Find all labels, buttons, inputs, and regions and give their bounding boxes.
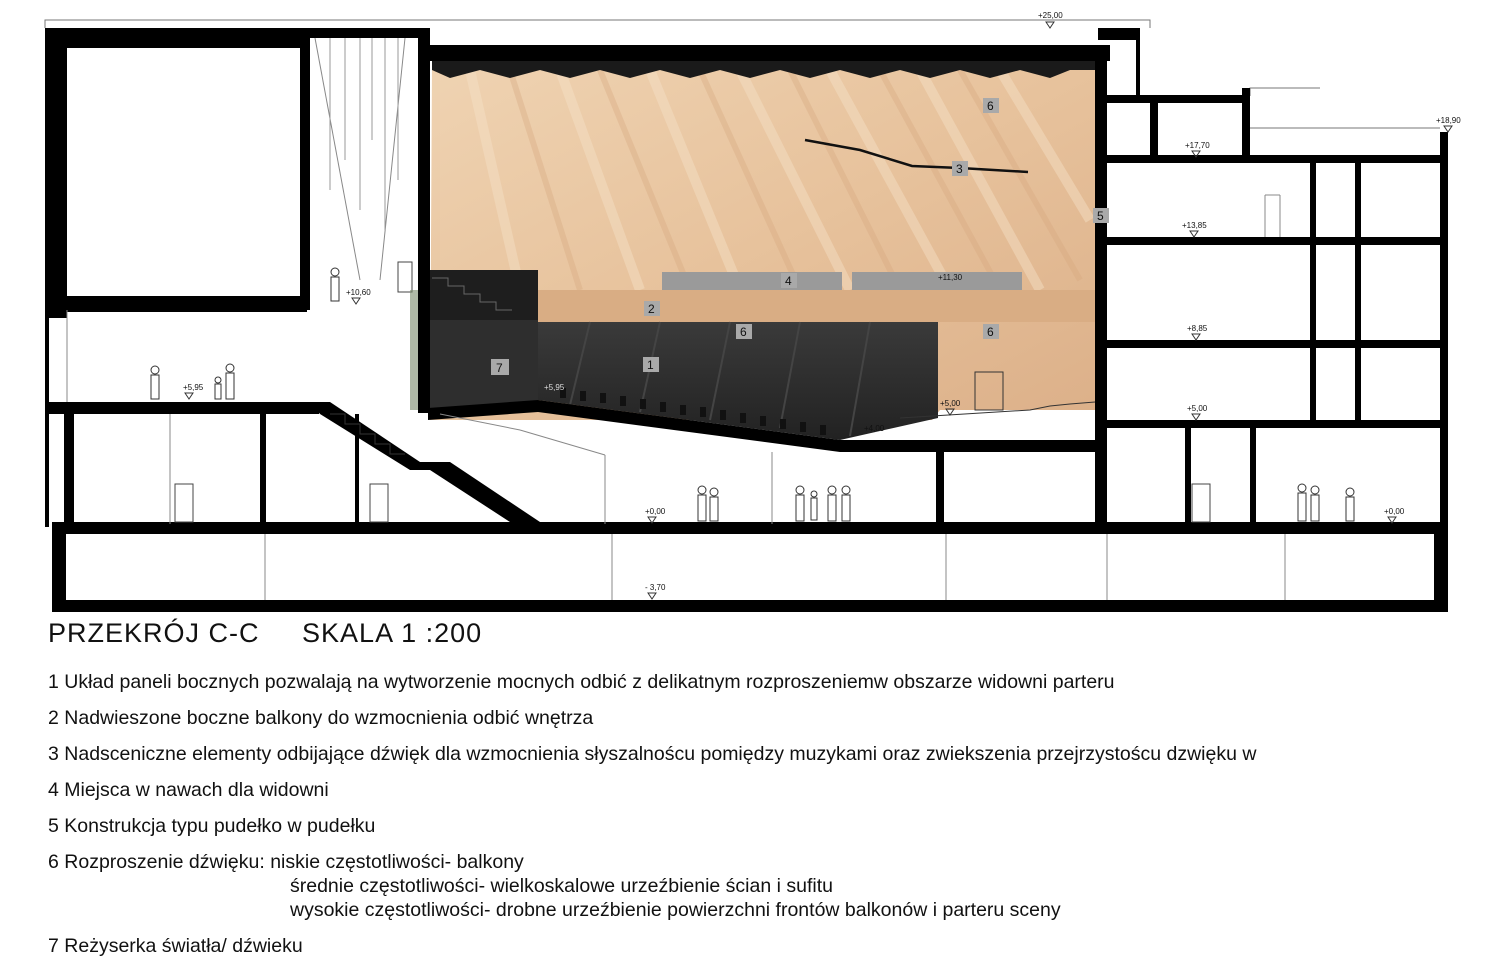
svg-text:+5,00: +5,00 (1187, 404, 1208, 413)
legend-item-7: 7 Reżyserka światła/ dźwieku (48, 935, 303, 957)
elev-8-85 (1187, 324, 1208, 340)
svg-text:+4,00: +4,00 (864, 424, 885, 433)
svg-text:6: 6 (740, 325, 747, 339)
elev-5-95-hall (544, 383, 565, 392)
section-title: PRZEKRÓJ C-C (48, 618, 260, 648)
svg-text:+5,95: +5,95 (183, 383, 204, 392)
svg-text:+5,95: +5,95 (544, 383, 565, 392)
legend-item-6-line-2: średnie częstotliwości- wielkoskalowe urzeźbienie ścian i sufitu (290, 875, 833, 897)
roof-right-outline (1250, 88, 1320, 96)
elev-4-00 (864, 424, 885, 433)
elev-roof-right (1436, 116, 1461, 132)
svg-text:1: 1 (647, 358, 654, 372)
elev-17-70 (1185, 141, 1210, 157)
svg-text:6: 6 (987, 325, 994, 339)
svg-text:+25,00: +25,00 (1038, 11, 1063, 20)
elev-basement (645, 583, 666, 599)
elev-5-95-left (183, 383, 204, 399)
green-wall (410, 290, 418, 410)
legend-item-6: 6 Rozproszenie dźwięku: niskie częstotliwości- balkony (48, 851, 524, 873)
elev-ground-mid (645, 507, 666, 523)
balcony-seating (662, 272, 1022, 290)
scale-label: SKALA 1 :200 (302, 618, 483, 648)
legend-item-5: 5 Konstrukcja typu pudełko w pudełku (48, 815, 376, 837)
tag-6-balcony (736, 324, 752, 339)
svg-text:+5,00: +5,00 (940, 399, 961, 408)
elev-5-00-stage (940, 399, 961, 415)
tag-1 (643, 357, 659, 372)
tag-4 (781, 273, 797, 288)
legend-item-2: 2 Nadwieszone boczne balkony do wzmocnienia odbić wnętrza (48, 707, 594, 729)
elev-5-00-right (1187, 404, 1208, 420)
svg-text:+11,30: +11,30 (938, 273, 963, 282)
svg-text:+0,00: +0,00 (645, 507, 666, 516)
svg-text:+10,60: +10,60 (346, 288, 371, 297)
balcony-band (538, 290, 1095, 322)
drawing-caption (48, 618, 482, 649)
tag-7 (491, 359, 509, 375)
svg-text:+8,85: +8,85 (1187, 324, 1208, 333)
control-room (428, 320, 538, 410)
tag-6-ceiling (983, 98, 999, 113)
elev-11-30 (938, 273, 963, 282)
legend-item-6-line-3: wysokie częstotliwości- drobne urzeźbienie powierzchni frontów balkonów i parteru sceny (290, 899, 1061, 921)
elev-ground-right (1384, 507, 1405, 523)
svg-text:2: 2 (648, 302, 655, 316)
svg-text:4: 4 (785, 274, 792, 288)
svg-text:7: 7 (496, 361, 503, 375)
svg-text:+13,85: +13,85 (1182, 221, 1207, 230)
legend-item-1: 1 Układ paneli bocznych pozwalają na wytworzenie mocnych odbić z delikatnym rozproszeniemw obszarze widowni parteru (48, 671, 1115, 693)
legend-item-4: 4 Miejsca w nawach dla widowni (48, 779, 329, 801)
legend-item-3: 3 Nadsceniczne elementy odbijające dźwięk dla wzmocnienia słyszalnoścu pomiędzy muzykami oraz zwiekszenia przejrzystoścu dzwięku w (48, 743, 1257, 765)
tag-6-stage (983, 324, 999, 339)
svg-text:5: 5 (1097, 209, 1104, 223)
roof-outline (45, 20, 1150, 28)
elev-10-60 (346, 288, 371, 304)
svg-text:+18,90: +18,90 (1436, 116, 1461, 125)
tag-2 (644, 301, 660, 316)
legend (48, 670, 1488, 970)
svg-text:+0,00: +0,00 (1384, 507, 1405, 516)
elev-13-85 (1182, 221, 1207, 237)
svg-text:- 3,70: - 3,70 (645, 583, 666, 592)
svg-text:+17,70: +17,70 (1185, 141, 1210, 150)
side-panel-dark (538, 322, 938, 440)
tag-5 (1093, 208, 1109, 223)
tag-3 (952, 161, 968, 176)
elev-top (1038, 11, 1063, 28)
svg-text:6: 6 (987, 99, 994, 113)
svg-text:3: 3 (956, 162, 963, 176)
